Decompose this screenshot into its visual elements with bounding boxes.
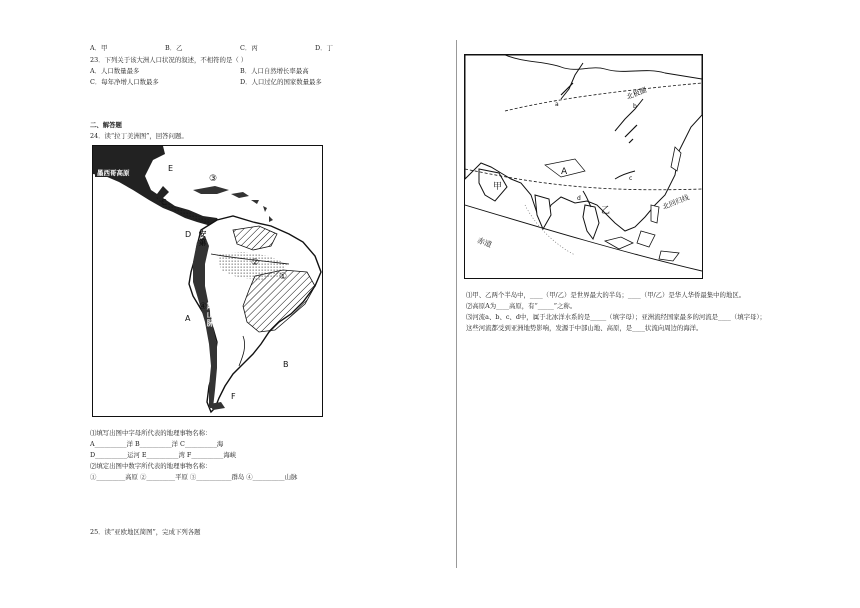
latin-america-map [92, 145, 323, 417]
equator-label: 赤道 [475, 235, 494, 250]
right-question-1: ⑴甲、乙两个半岛中，____（甲/乙）是世界最大的半岛；____（甲/乙）是华人华侨最集中的地区。 [466, 291, 746, 299]
q25-stem: 25．读“亚欧地区简图”，完成下列各题 [90, 528, 201, 536]
mexican-plateau-label: 墨西哥高原 [97, 169, 130, 177]
plateau-a-label: A [561, 167, 568, 177]
andes-label-bottom: 斯山脉 [206, 302, 215, 328]
number-2-label: ② [251, 258, 260, 268]
letter-d-label: D [185, 230, 192, 239]
letter-b-label: B [283, 360, 289, 369]
right-question-4: 这些河流都受到亚洲地势影响，发源于中部山地、高原，是____状流向周边的海洋。 [466, 324, 703, 332]
q22-option-a: A．甲 [90, 44, 108, 52]
q24-stem: 24．读“拉丁美洲图”，回答问题。 [90, 132, 188, 140]
q22-option-b: B．乙 [165, 44, 183, 52]
river-d-label: d [577, 195, 581, 202]
river-a-label: a [555, 101, 559, 108]
letter-c-label: C [161, 198, 167, 207]
peninsula-jia-label: 甲 [493, 182, 503, 192]
river-c-label: c [629, 175, 633, 182]
q23-option-b: B．人口自然增长率最高 [240, 67, 309, 75]
letter-f-label: F [231, 392, 236, 401]
peninsula-yi-label: 乙 [601, 206, 611, 216]
letter-e-label: E [168, 164, 174, 173]
number-4-label: ④ [199, 302, 208, 312]
asia-map [464, 54, 703, 279]
q23-option-a: A．人口数量最多 [90, 67, 140, 75]
right-question-2: ⑵高原A为____高原，有“_____”之称。 [466, 302, 577, 310]
number-1-label: ① [279, 272, 288, 282]
q24-sub1: ⑴填写出图中字母所代表的地理事物名称： [90, 429, 212, 437]
tropic-of-cancer-label: 北回归线 [661, 193, 691, 212]
q23-stem: 23．下列关于该大洲人口状况的叙述，不相符的是（ ） [90, 56, 248, 64]
river-b-label: b [633, 103, 637, 110]
q22-option-c: C．丙 [240, 44, 258, 52]
q24-line2: D__________运河 E__________湾 F__________海峡 [90, 451, 237, 459]
q22-option-d: D．丁 [315, 44, 333, 52]
arctic-circle-label: 北极圈 [625, 86, 648, 102]
andes-label-top: 安第 [198, 230, 207, 247]
column-divider [456, 40, 457, 568]
q23-option-c: C．每年净增人口数最多 [90, 78, 159, 86]
q23-option-d: D．人口过亿的国家数量最多 [240, 78, 322, 86]
right-question-3: ⑶河流a、b、c、d中，属于北冰洋水系的是_____（填字母）；亚洲流经国家最多的河流是____（填字母）； [466, 313, 766, 321]
section-heading: 二、解答题 [90, 121, 122, 129]
number-3-label: ③ [209, 174, 218, 184]
q24-line3: ①_________高原 ②_________平原 ③___________群岛 ④__________山脉 [90, 473, 298, 481]
letter-a-label: A [185, 314, 191, 323]
q24-sub2: ⑵填定出图中数字所代表的地理事物名称： [90, 462, 212, 470]
q24-line1: A__________洋 B__________洋 C__________海 [90, 440, 224, 448]
